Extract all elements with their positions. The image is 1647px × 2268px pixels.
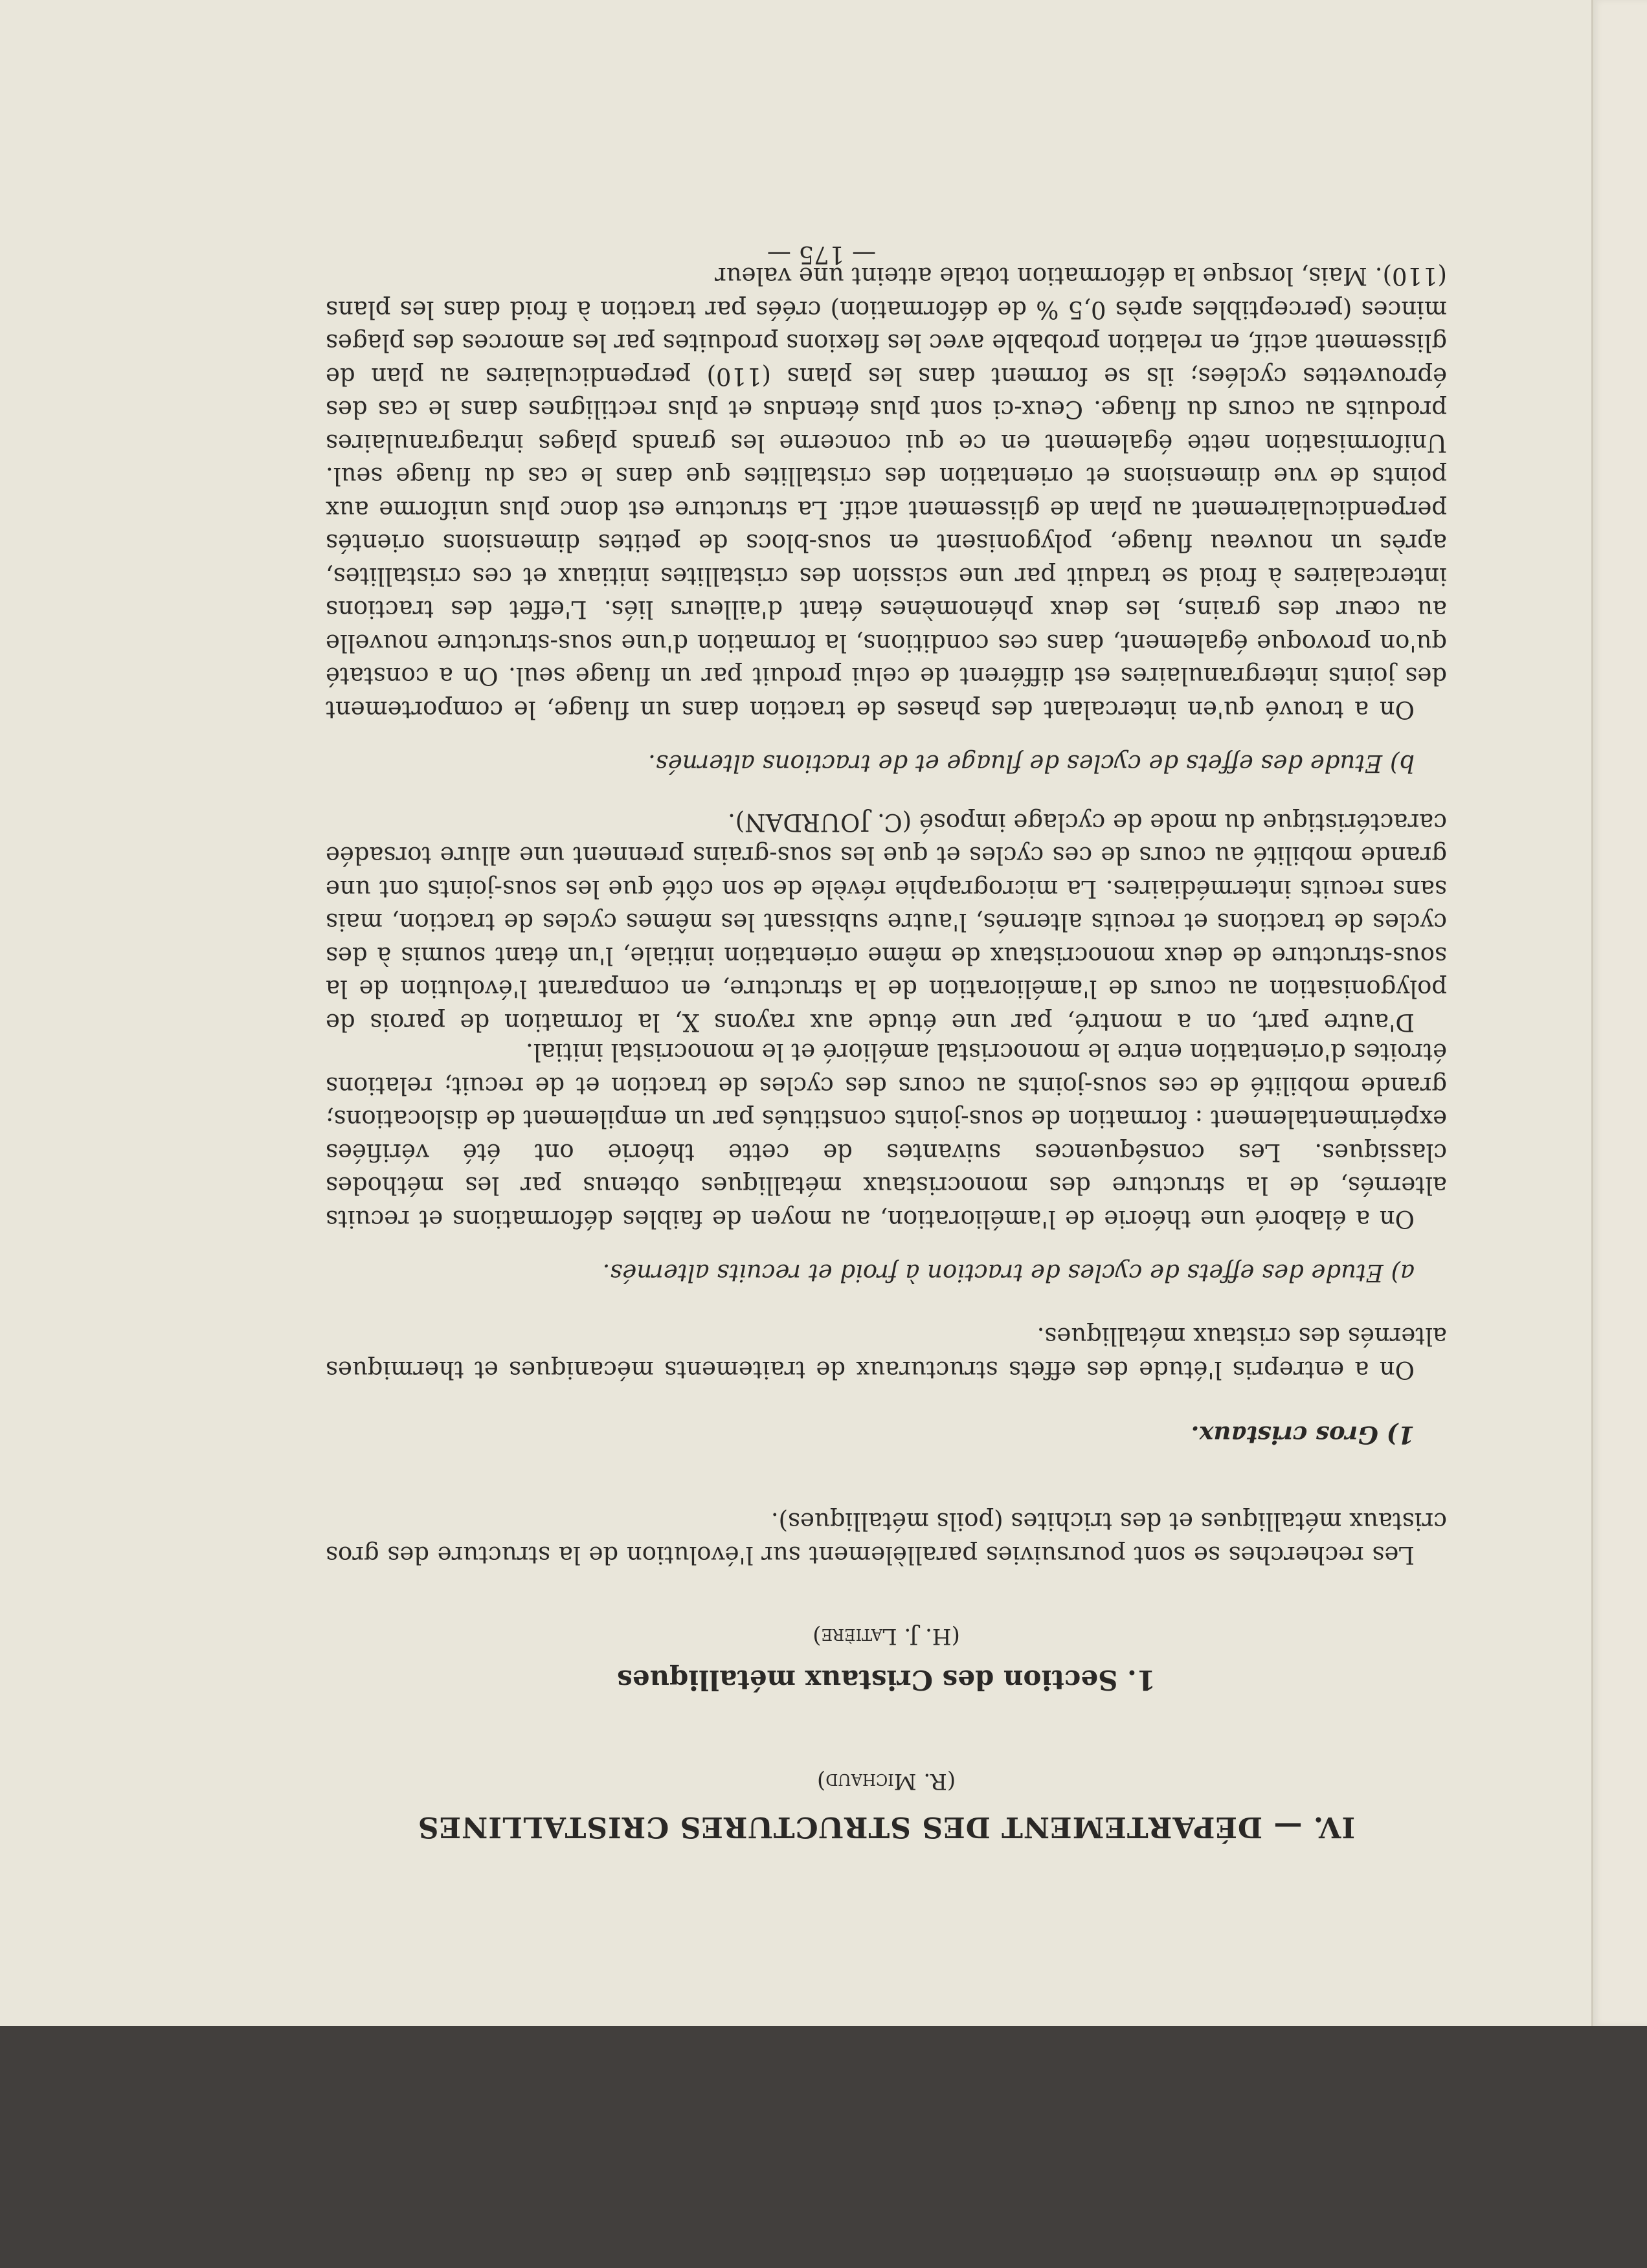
- scanner-background: [0, 2026, 1647, 2268]
- part-a-paragraph-1: On a élaboré une théorie de l'amélioration, au moyen de faibles déformations et recuits alternés, de la structure des monocristaux métalliques obtenus par les méthodes classiques. Les conséquences suivantes de cette théorie ont été vérifiées expérimentalement : formation de sous-joints constitués par un empilement de dislocations; grande mobilité de ces sous-joints au cours des cycles de traction et de recuit; relations étroites d'orientation entre le monocristal amélioré et le monocristal initial.: [326, 1038, 1447, 1233]
- part-a-heading: a) Etude des effets de cycles de traction à froid et recuits alternés.: [602, 1259, 1415, 1287]
- part-b-heading: b) Etude des effets de cycles de fluage et de tractions alternés.: [648, 750, 1415, 777]
- page-number: — 175 —: [767, 241, 877, 269]
- department-title: IV. — DÉPARTEMENT DES STRUCTURES CRISTALLINES: [417, 1810, 1356, 1843]
- part-a-paragraph-2: D'autre part, on a montré, par une étude aux rayons X, la formation de parois de polygonisation au cours de l'amélioration de la structure, en comparant l'évolution de la sous-structure de deux monocristaux de même orientation initiale, l'un étant soumis à des cycles de tractions et recuits alternés, l'autre subissant les mêmes cycles de traction, mais sans recuits intermédiaires. La micrographie révèle de son côté que les sous-joints ont une grande mobilité au cours de ces cycles et que les sous-grains prennent une allure torsadée caractéristique du mode de cyclage imposé (C. JOURDAN).: [326, 808, 1447, 1036]
- part-b-paragraph-1: On a trouvé qu'en intercalant des phases de traction dans un fluage, le comportement des joints intergranulaires est différent de celui produit par un fluage seul. On a constaté qu'on provoque également, dans ces conditions, la formation d'une sous-structure nouvelle au cœur des grains, les deux phénomènes étant d'ailleurs liés. L'effet des tractions intercalaires à froid se traduit par une scission des cristallites initiaux et ces cristallites, après un nouveau fluage, polygonisent en sous-blocs de petites dimensions orientés perpendiculairement au plan de glissement actif. La structure est donc plus uniforme aux points de vue dimensions et orientation des cristallites que dans le cas du fluage seul. Uniformisation nette également en ce qui concerne les grands plages intragranulaires produits au cours du fluage. Ceux-ci sont plus étendus et plus rectilignes dans le cas des éprouvettes cyclées; ils se forment dans les plans (110) perpendiculaires au plan de glissement actif, en relation probable avec les flexions produites par les amorces des plages minces (perceptibles après 0,5 % de déformation) créés par traction à froid dans les plans (110). Mais, lorsque la déformation totale atteint une valeur: [326, 262, 1447, 724]
- section-author: (H. J. Latière): [812, 1623, 960, 1649]
- department-director: (R. Michaud): [816, 1768, 956, 1794]
- subsection-heading: 1) Gros cristaux.: [1191, 1421, 1415, 1449]
- page-edge: [1591, 0, 1647, 2026]
- subsection-intro: On a entrepris l'étude des effets structuraux de traitements mécaniques et thermiques alternés des cristaux métalliques.: [326, 1322, 1447, 1384]
- section-heading: 1. Section des Cristaux métalliques: [617, 1664, 1156, 1696]
- intro-paragraph: Les recherches se sont poursuivies parallèlement sur l'évolution de la structure des gros cristaux métalliques et des trichites (poils métalliques).: [326, 1507, 1447, 1569]
- page-content-rotated: [326, 220, 1447, 1851]
